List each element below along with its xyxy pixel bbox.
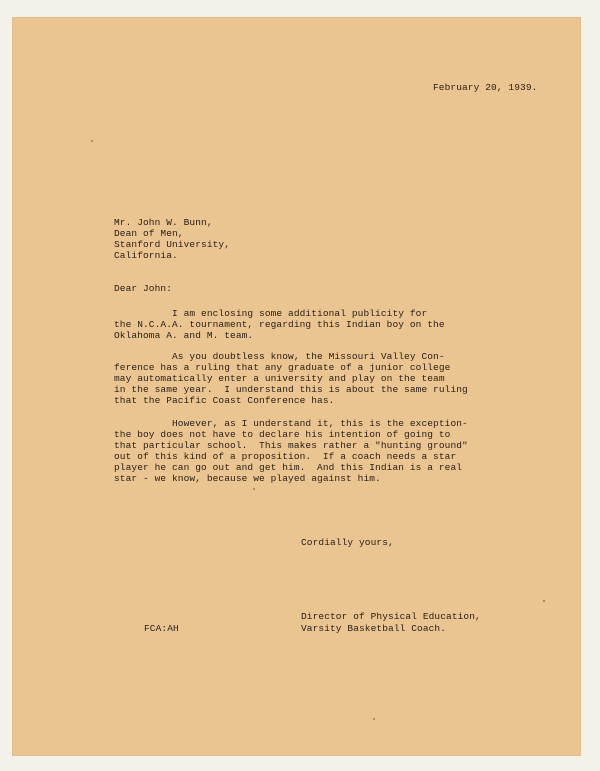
paragraph-line: As you doubtless know, the Missouri Valley Con-: [114, 351, 445, 362]
paragraph-line: I am enclosing some additional publicity for: [114, 308, 428, 319]
recipient-title: Dean of Men,: [114, 228, 184, 239]
paragraph-line: the boy does not have to declare his intention of going to: [114, 429, 451, 440]
letter-date: February 20, 1939.: [433, 82, 538, 93]
letter-page: [13, 18, 580, 755]
recipient-institution: Stanford University,: [114, 239, 231, 250]
paragraph-line: that particular school. This makes rather a "hunting ground": [114, 440, 468, 451]
paragraph-line: may automatically enter a university and play on the team: [114, 373, 445, 384]
closing: Cordially yours,: [301, 537, 394, 548]
paragraph-line: However, as I understand it, this is the exception-: [114, 418, 468, 429]
typist-initials: FCA:AH: [144, 623, 179, 634]
paragraph-line: in the same year. I understand this is about the same ruling: [114, 384, 468, 395]
paragraph-line: Oklahoma A. and M. team.: [114, 330, 254, 341]
paragraph-line: the N.C.A.A. tournament, regarding this Indian boy on the: [114, 319, 445, 330]
paragraph-line: ference has a ruling that any graduate of a junior college: [114, 362, 451, 373]
signature-title-line: Varsity Basketball Coach.: [301, 623, 447, 634]
salutation: Dear John:: [114, 283, 173, 294]
recipient-name: Mr. John W. Bunn,: [114, 217, 213, 228]
paragraph-line: star - we know, because we played against him.: [114, 473, 381, 484]
recipient-state: California.: [114, 250, 178, 261]
signature-title-line: Director of Physical Education,: [301, 611, 481, 622]
paragraph-line: out of this kind of a proposition. If a coach needs a star: [114, 451, 457, 462]
paragraph-line: player he can go out and get him. And this Indian is a real: [114, 462, 463, 473]
paragraph-line: that the Pacific Coast Conference has.: [114, 395, 335, 406]
